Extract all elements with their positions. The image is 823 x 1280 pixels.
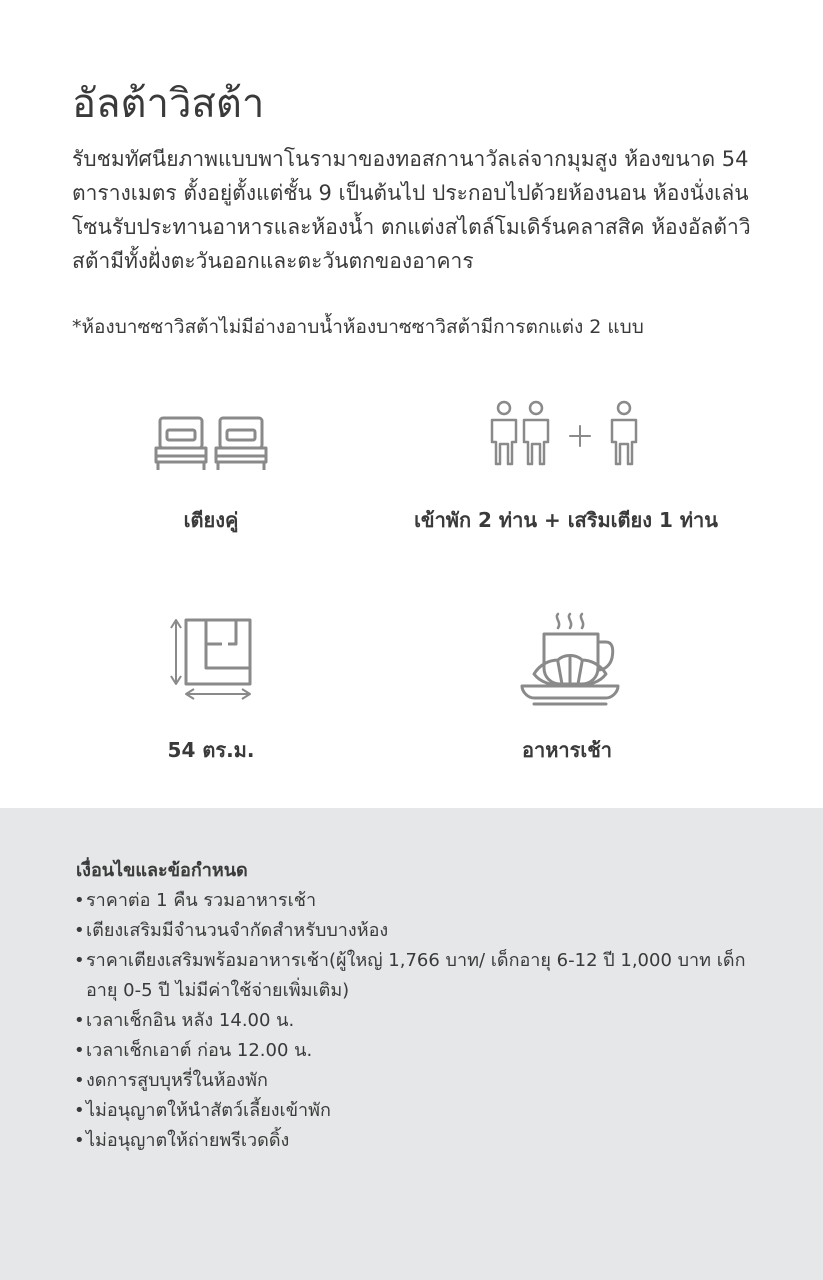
- term-text: งดการสูบบุหรี่ในห้องพัก: [86, 1070, 268, 1091]
- list-item: • ไม่อนุญาตให้นำสัตว์เลี้ยงเข้าพัก: [74, 1100, 331, 1121]
- list-item: • เวลาเช็กอิน หลัง 14.00 น.: [74, 1010, 295, 1031]
- term-text: เวลาเช็กอิน หลัง 14.00 น.: [86, 1010, 295, 1031]
- room-title: อัลต้าวิสต้า: [72, 81, 265, 127]
- feature-breakfast: [514, 608, 624, 712]
- feature-guests: [484, 398, 644, 468]
- floor-plan-icon: [166, 614, 256, 704]
- feature-breakfast-label: อาหารเช้า: [521, 738, 613, 762]
- terms-section: [0, 808, 823, 1280]
- feature-area: [166, 614, 256, 704]
- term-text: เวลาเช็กเอาต์ ก่อน 12.00 น.: [86, 1040, 313, 1061]
- list-item: • เตียงเสริมมีจำนวนจำกัดสำหรับบางห้อง: [74, 920, 389, 941]
- twin-bed-icon: [150, 412, 272, 476]
- room-description: รับชมทัศนียภาพแบบพาโนรามาของทอสกานาวัลเล่จากมุมสูง ห้องขนาด 54 ตารางเมตร ตั้งอยู่ตั้งแต่ชั้น 9 เป็นต้นไป ประกอบไปด้วยห้องนอน ห้องนั่งเล่น โซนรับประทานอาหารและห้องน้ำ ตกแต่งสไตล์โมเดิร์นคลาสสิค ห้องอัลต้าวิสต้ามีทั้งฝั่งตะวันออกและตะวันตกของอาคาร: [72, 147, 751, 273]
- feature-bed-label: เตียงคู่: [183, 508, 239, 532]
- list-item: • ราคาเตียงเสริมพร้อมอาหารเช้า(ผู้ใหญ่ 1,766 บาท/ เด็กอายุ 6-12 ปี 1,000 บาท เด็กอายุ 0-5 ปี ไม่มีค่าใช้จ่ายเพิ่มเติม): [74, 950, 746, 1001]
- feature-bed: [150, 412, 272, 476]
- feature-area-label: 54 ตร.ม.: [167, 738, 255, 762]
- list-item: • ไม่อนุญาตให้ถ่ายพรีเวดดิ้ง: [74, 1130, 290, 1151]
- list-item: • งดการสูบบุหรี่ในห้องพัก: [74, 1070, 268, 1091]
- feature-guests-label: เข้าพัก 2 ท่าน + เสริมเตียง 1 ท่าน: [414, 508, 718, 532]
- term-text: เตียงเสริมมีจำนวนจำกัดสำหรับบางห้อง: [86, 920, 389, 941]
- term-text: ไม่อนุญาตให้นำสัตว์เลี้ยงเข้าพัก: [86, 1100, 331, 1121]
- term-text: ราคาต่อ 1 คืน รวมอาหารเช้า: [86, 890, 317, 911]
- terms-title: เงื่อนไขและข้อกำหนด: [76, 860, 248, 881]
- list-item: • ราคาต่อ 1 คืน รวมอาหารเช้า: [74, 890, 317, 911]
- breakfast-icon: [514, 608, 624, 712]
- guests-icon: [484, 398, 644, 468]
- list-item: • เวลาเช็กเอาต์ ก่อน 12.00 น.: [74, 1040, 313, 1061]
- term-text: ราคาเตียงเสริมพร้อมอาหารเช้า(ผู้ใหญ่ 1,766 บาท/ เด็กอายุ 6-12 ปี 1,000 บาท เด็กอายุ 0-5 ปี ไม่มีค่าใช้จ่ายเพิ่มเติม): [86, 950, 746, 1001]
- terms-list: [72, 886, 772, 1156]
- term-text: ไม่อนุญาตให้ถ่ายพรีเวดดิ้ง: [86, 1130, 290, 1151]
- room-note: *ห้องบาซซาวิสต้าไม่มีอ่างอาบน้ำห้องบาซซาวิสต้ามีการตกแต่ง 2 แบบ: [72, 316, 644, 338]
